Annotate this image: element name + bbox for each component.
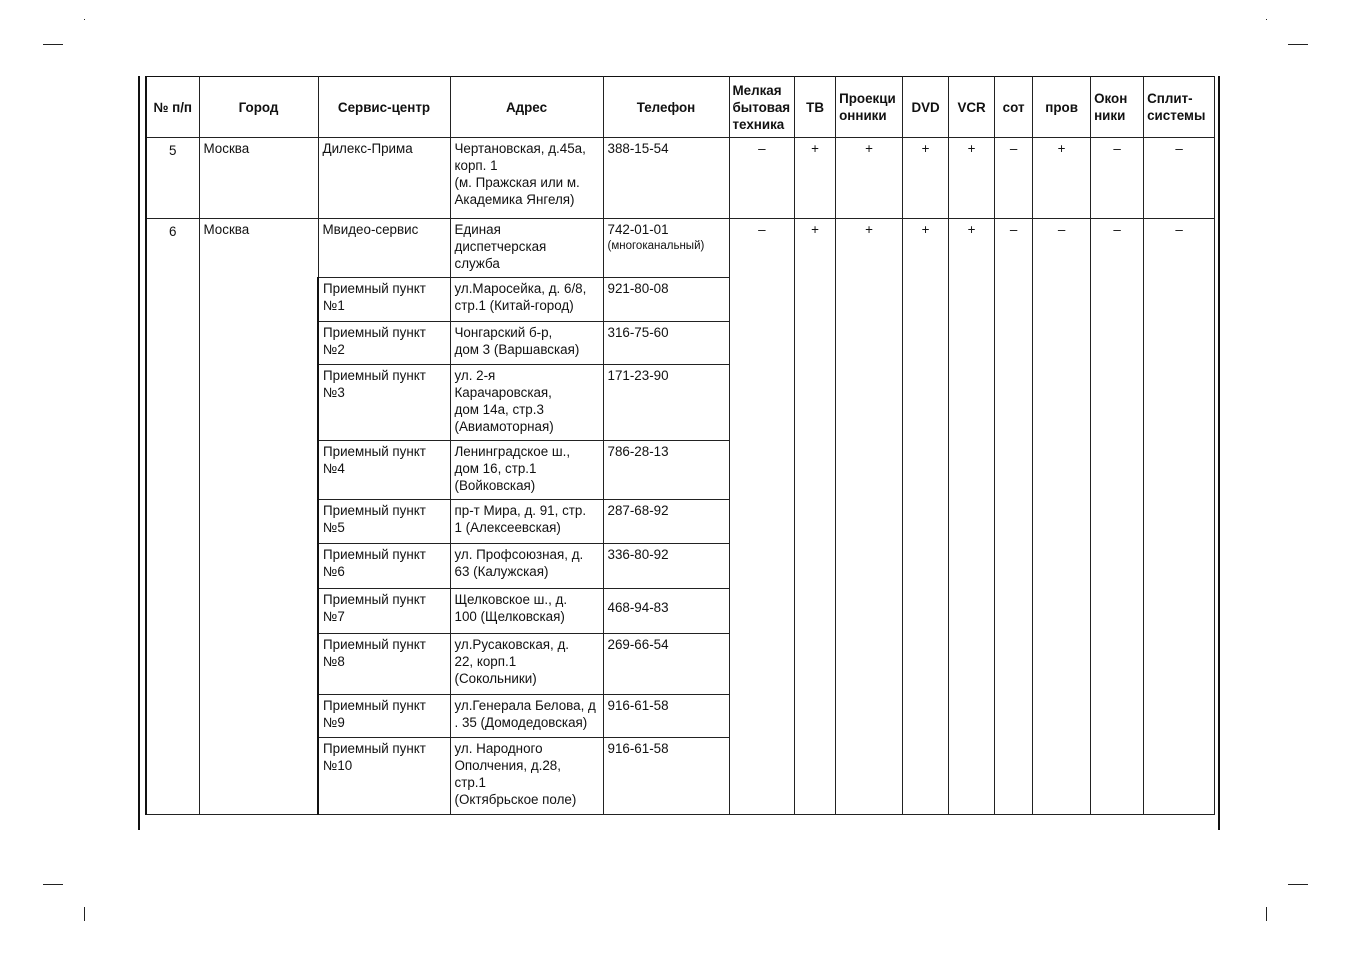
row-phone: 742-01-01 (многоканальный) — [603, 219, 729, 278]
row-center: Дилекс-Прима — [318, 138, 450, 219]
crop-mark — [1288, 884, 1308, 885]
row-city: Москва — [199, 219, 318, 815]
flag-small-appliances: – — [729, 138, 795, 219]
point-phone: 786-28-13 — [603, 441, 729, 500]
point-phone: 916-61-58 — [603, 695, 729, 738]
point-phone: 916-61-58 — [603, 738, 729, 815]
crop-mark — [84, 907, 85, 921]
flag-split: – — [1144, 219, 1215, 815]
point-name: Приемный пункт №3 — [318, 365, 450, 441]
crop-mark — [1266, 907, 1267, 921]
flag-vcr: + — [949, 219, 995, 815]
point-address: ул.Русаковская, д. 22, корп.1 (Сокольники) — [450, 634, 603, 695]
crop-mark — [43, 44, 63, 45]
point-address: Чонгарский б-р, дом 3 (Варшавская) — [450, 322, 603, 365]
point-address: Ленинградское ш., дом 16, стр.1 (Войковская) — [450, 441, 603, 500]
table-row — [146, 219, 1215, 278]
point-name: Приемный пункт №7 — [318, 589, 450, 634]
point-address: ул. Профсоюзная, д. 63 (Калужская) — [450, 544, 603, 589]
col-header-num: № п/п — [146, 77, 199, 138]
point-phone: 269-66-54 — [603, 634, 729, 695]
col-header-cell: сот — [995, 77, 1033, 138]
flag-dvd: + — [903, 219, 949, 815]
page-edge-left — [138, 76, 140, 830]
flag-cell: – — [995, 219, 1033, 815]
col-header-split: Сплит- системы — [1144, 77, 1215, 138]
crop-mark — [1288, 44, 1308, 45]
row-num: 6 — [146, 219, 199, 815]
row-address: Единая диспетчерская служба — [450, 219, 603, 278]
col-header-windows: Окон ники — [1091, 77, 1144, 138]
point-address: ул. Народного Ополчения, д.28, стр.1 (Октябрьское поле) — [450, 738, 603, 815]
row-address: Чертановская, д.45а, корп. 1 (м. Пражская или м. Академика Янгеля) — [450, 138, 603, 219]
crop-mark — [1266, 19, 1267, 20]
point-address: пр-т Мира, д. 91, стр. 1 (Алексеевская) — [450, 500, 603, 544]
flag-windows: – — [1091, 138, 1144, 219]
flag-projectors: + — [836, 138, 903, 219]
col-header-address: Адрес — [450, 77, 603, 138]
col-header-phone: Телефон — [603, 77, 729, 138]
col-header-wired: пров — [1033, 77, 1091, 138]
point-name: Приемный пункт №10 — [318, 738, 450, 815]
flag-dvd: + — [903, 138, 949, 219]
point-address: Щелковское ш., д. 100 (Щелковская) — [450, 589, 603, 634]
flag-small-appliances: – — [729, 219, 795, 815]
flag-split: – — [1144, 138, 1215, 219]
point-address: ул.Маросейка, д. 6/8, стр.1 (Китай-город) — [450, 278, 603, 322]
crop-mark — [84, 19, 85, 20]
point-phone: 921-80-08 — [603, 278, 729, 322]
flag-vcr: + — [949, 138, 995, 219]
flag-tv: + — [795, 219, 836, 815]
flag-windows: – — [1091, 219, 1144, 815]
col-header-dvd: DVD — [903, 77, 949, 138]
point-phone: 287-68-92 — [603, 500, 729, 544]
col-header-tv: ТВ — [795, 77, 836, 138]
crop-mark — [43, 884, 63, 885]
point-address: ул. 2-я Карачаровская, дом 14а, стр.3 (Авиамоторная) — [450, 365, 603, 441]
point-name: Приемный пункт №8 — [318, 634, 450, 695]
table-row — [146, 138, 1215, 219]
point-name: Приемный пункт №5 — [318, 500, 450, 544]
col-header-projectors: Проекци онники — [836, 77, 903, 138]
page-edge-right — [1218, 76, 1220, 830]
flag-tv: + — [795, 138, 836, 219]
col-header-vcr: VCR — [949, 77, 995, 138]
col-header-center: Сервис-центр — [318, 77, 450, 138]
row-num: 5 — [146, 138, 199, 219]
row-center: Мвидео-сервис — [318, 219, 450, 278]
flag-cell: – — [995, 138, 1033, 219]
point-name: Приемный пункт №6 — [318, 544, 450, 589]
service-centers-table — [145, 76, 1215, 815]
flag-projectors: + — [836, 219, 903, 815]
point-name: Приемный пункт №1 — [318, 278, 450, 322]
point-phone: 336-80-92 — [603, 544, 729, 589]
row-phone: 388-15-54 — [603, 138, 729, 219]
point-name: Приемный пункт №4 — [318, 441, 450, 500]
point-phone: 171-23-90 — [603, 365, 729, 441]
point-address: ул.Генерала Белова, д . 35 (Домодедовская) — [450, 695, 603, 738]
col-header-city: Город — [199, 77, 318, 138]
point-phone: 468-94-83 — [603, 589, 729, 634]
point-name: Приемный пункт №9 — [318, 695, 450, 738]
flag-wired: – — [1033, 219, 1091, 815]
flag-wired: + — [1033, 138, 1091, 219]
point-name: Приемный пункт №2 — [318, 322, 450, 365]
row-city: Москва — [199, 138, 318, 219]
col-header-small-appliances: Мелкая бытовая техника — [729, 77, 795, 138]
header-row — [146, 77, 1215, 138]
point-phone: 316-75-60 — [603, 322, 729, 365]
